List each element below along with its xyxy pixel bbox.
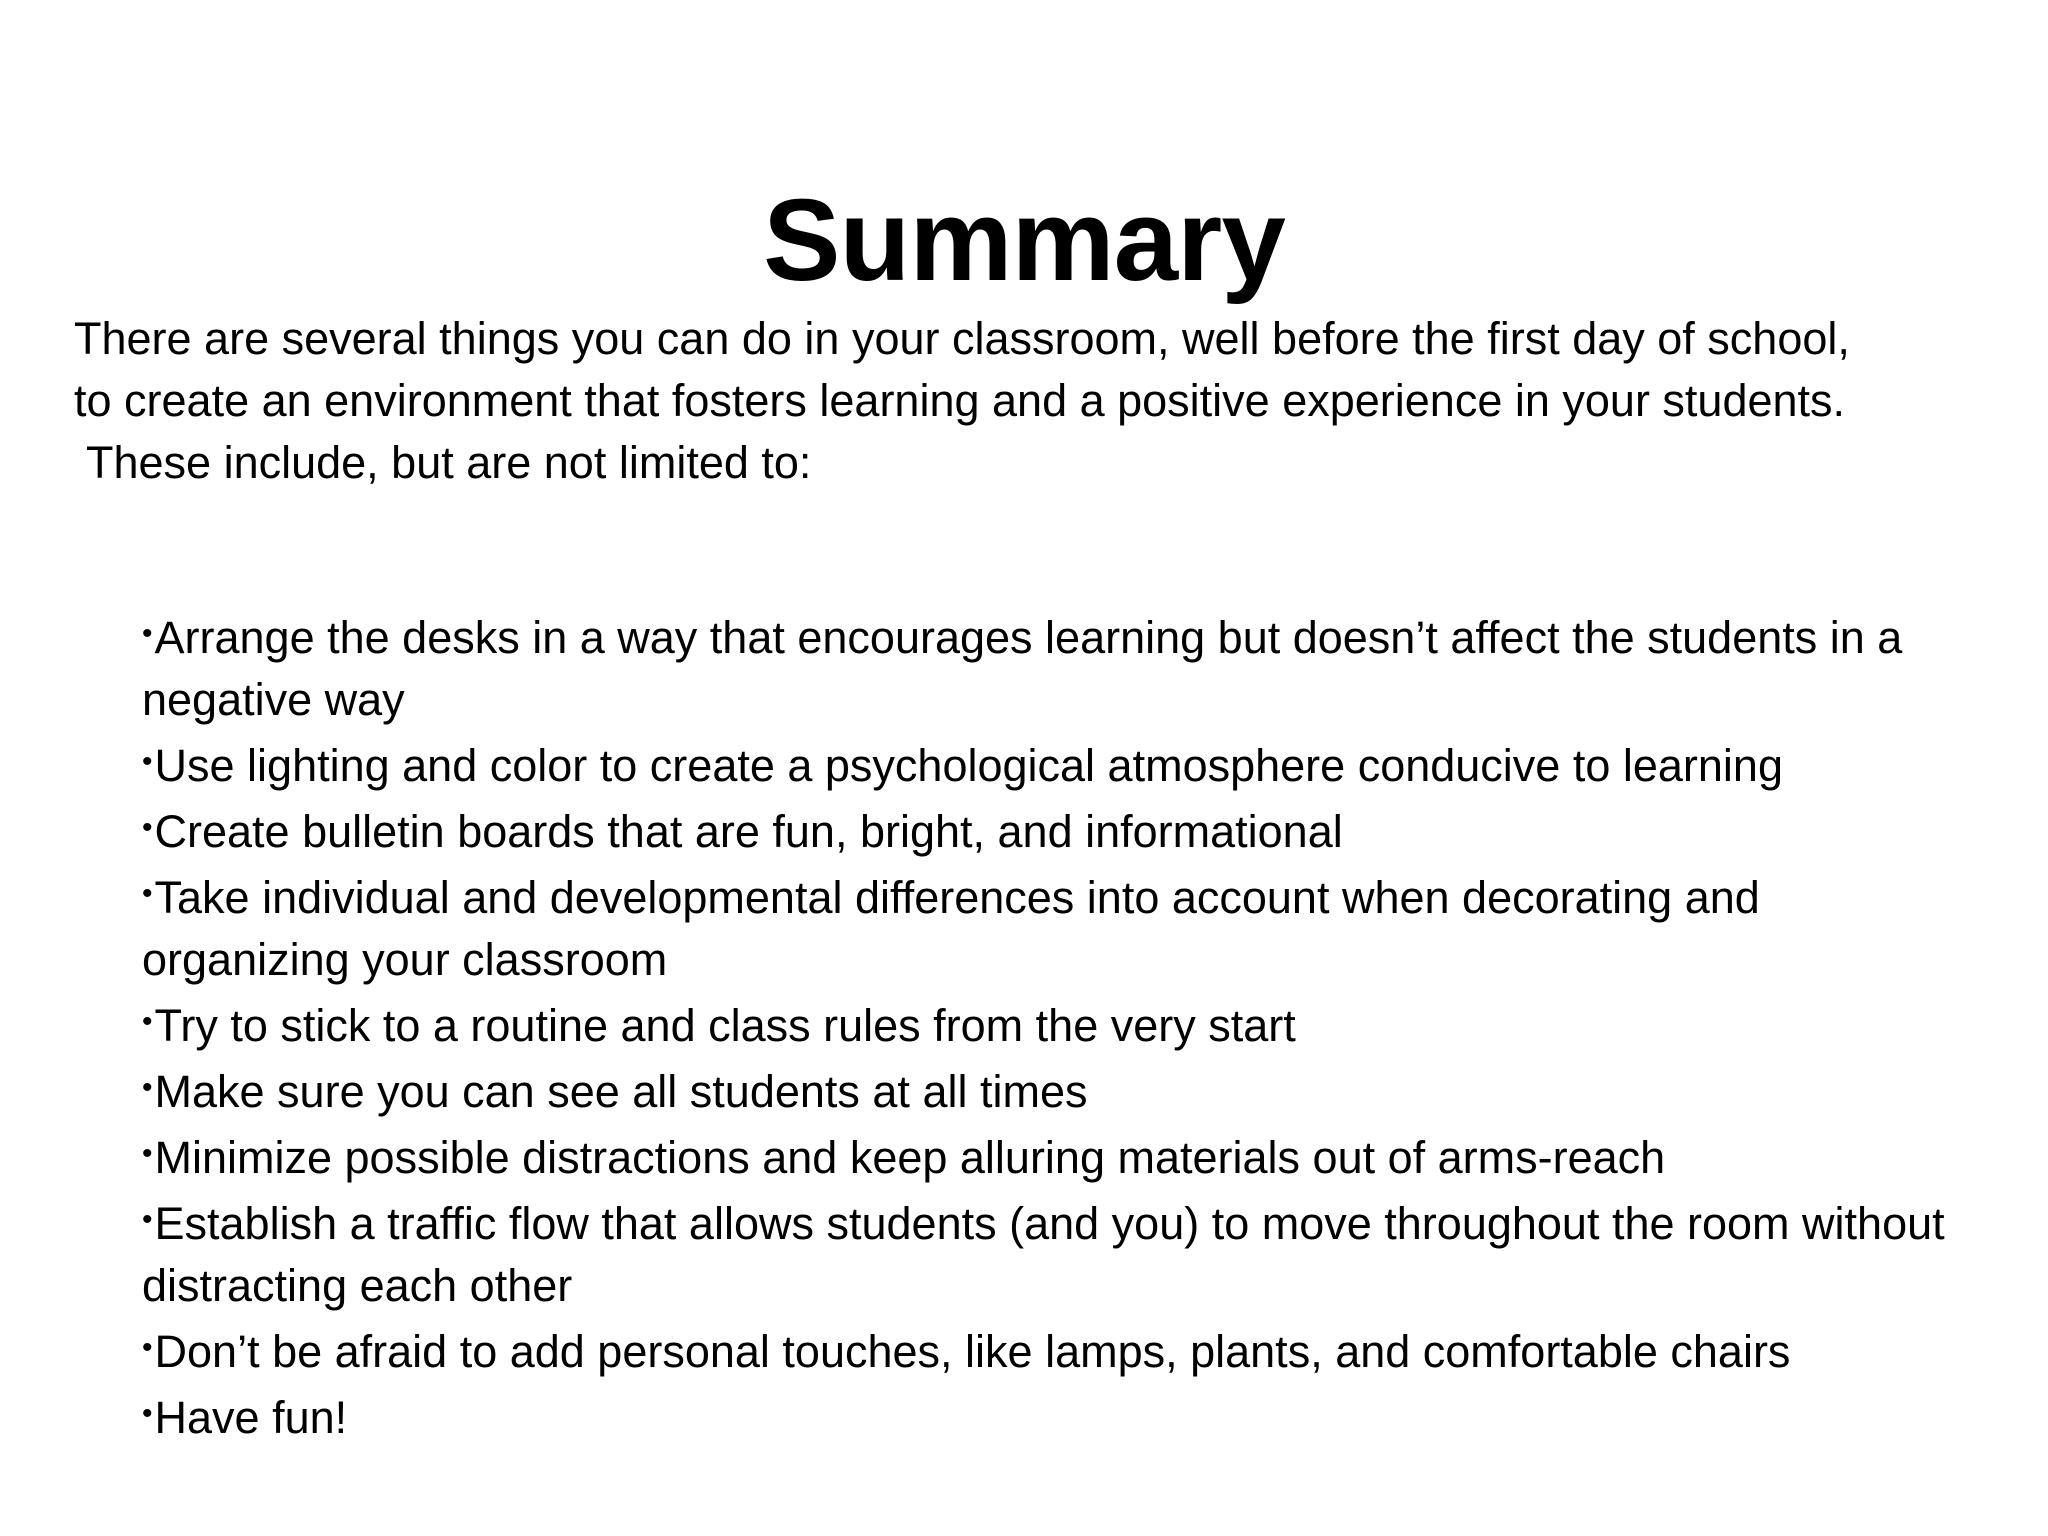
slide-title: Summary: [763, 174, 1285, 305]
bullet-text: Use lighting and color to create a psychological atmosphere conducive to learning: [154, 740, 1783, 791]
intro-line: There are several things you can do in your classroom, well before the first day of school,: [74, 313, 1850, 364]
bullet-item: [142, 1189, 1962, 1317]
bullet-text: Don’t be afraid to add personal touches, like lamps, plants, and comfortable chairs: [154, 1326, 1791, 1377]
bullet-icon: •: [142, 617, 153, 650]
bullet-icon: •: [142, 877, 153, 910]
bullet-icon: •: [142, 1203, 153, 1236]
bullet-item: [142, 1057, 1962, 1123]
intro-line: These include, but are not limited to:: [86, 437, 812, 488]
intro-line: to create an environment that fosters learning and a positive experience in your students.: [74, 375, 1846, 426]
bullet-text: Make sure you can see all students at all times: [154, 1066, 1088, 1117]
bullet-icon: •: [142, 1137, 153, 1170]
bullet-item: [142, 603, 1962, 731]
bullet-icon: •: [142, 1331, 153, 1364]
bullet-item: [142, 991, 1962, 1057]
bullet-icon: •: [142, 811, 153, 844]
bullet-text: Have fun!: [154, 1392, 348, 1443]
bullet-item: [142, 1123, 1962, 1189]
bullet-list: [142, 603, 1962, 1449]
bullet-icon: •: [142, 745, 153, 778]
bullet-text: Take individual and developmental differences into account when decorating and organizing your classroom: [142, 872, 1760, 985]
bullet-item: [142, 1383, 1962, 1449]
bullet-item: [142, 797, 1962, 863]
bullet-item: [142, 1317, 1962, 1383]
bullet-text: Minimize possible distractions and keep alluring materials out of arms-reach: [154, 1132, 1666, 1183]
bullet-icon: •: [142, 1071, 153, 1104]
bullet-text: Arrange the desks in a way that encourages learning but doesn’t affect the students in a negative way: [142, 612, 1903, 725]
bullet-text: Create bulletin boards that are fun, bright, and informational: [154, 806, 1343, 857]
bullet-text: Establish a traffic flow that allows students (and you) to move throughout the room without distracting each other: [142, 1198, 1945, 1311]
bullet-item: [142, 731, 1962, 797]
bullet-icon: •: [142, 1005, 153, 1038]
bullet-item: [142, 863, 1962, 991]
intro-paragraph: [74, 308, 2004, 494]
bullet-icon: •: [142, 1397, 153, 1430]
bullet-text: Try to stick to a routine and class rules from the very start: [154, 1000, 1296, 1051]
